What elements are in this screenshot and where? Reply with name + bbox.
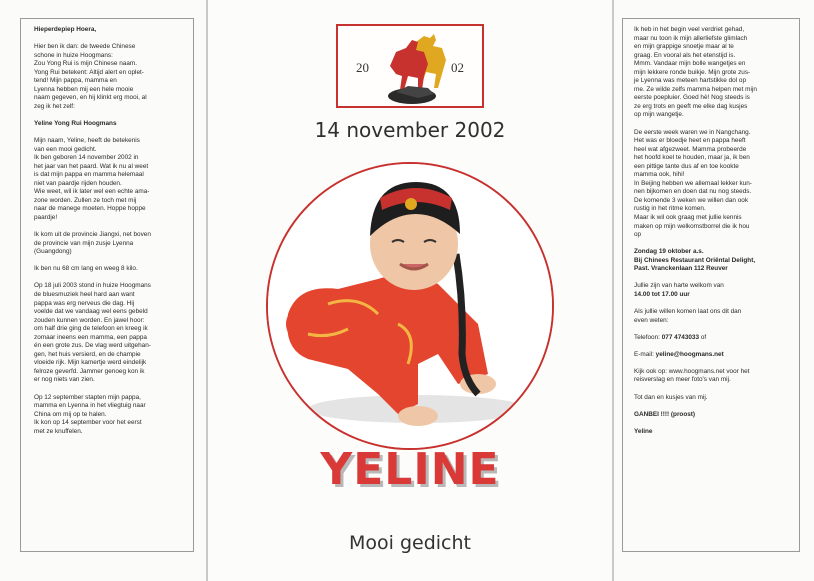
birth-date: 14 november 2002 — [314, 118, 506, 142]
logo-year-right: 02 — [451, 60, 464, 75]
baby-photo — [266, 162, 554, 450]
horse-icon — [338, 26, 486, 110]
right-paragraph: Zondag 19 oktober a.s. Bij Chinees Restaurant Oriëntal Delight, Past. Vranckenlaan 112 Reuver — [634, 248, 756, 273]
baby-image — [268, 164, 552, 448]
right-paragraph: Telefoon: 077 4743033 of — [634, 333, 707, 341]
right-text-block — [634, 26, 798, 445]
right-paragraph: Yeline — [634, 427, 653, 435]
right-paragraph: Jullie zijn van harte welkom van 14.00 tot 17.00 uur — [634, 282, 724, 298]
right-paragraph: De eerste week waren we in Nangchang. Het was er bloedje heet en pappa heeft heel wat afgezweet. Mamma probeerde het hoofd koel te houden, maar ja, ik ben een pittige tante dus af en toe kookte mamma ook, hihi! In Beijing hebben we allemaal lekker kun- nen bijkomen en doen dat nu nog steeds. De komende 3 weken we willen dan ook rustig in het ritme komen. Maar ik wil ook graag met jullie kennis maken op mijn welkomstborrel die ik hou op — [634, 128, 752, 239]
left-panel — [0, 0, 206, 581]
right-paragraph: GANBEI !!!! (proost) — [634, 410, 696, 418]
year-of-horse-logo — [336, 24, 484, 108]
right-paragraph: Kijk ook op: www.hoogmans.net voor het reisverslag en meer foto's van mij. — [634, 367, 750, 384]
left-paragraph: Op 12 september stapten mijn pappa, mamma en Lyenna in het vliegtuig naar China om mij op te halen. Ik kon op 14 september voor het eerst met ze knuffelen. — [34, 393, 146, 435]
right-paragraph: E-mail: yeline@hoogmans.net — [634, 350, 724, 358]
right-paragraph: Ik heb in het begin veel verdriet gehad, maar nu toon ik mijn allerliefste glimlach en mijn grappige snoetje maar al te graag. En vooral als het etenstijd is. Mmm. Vandaar mijn bolle wangetjes en mijn lekkere ronde buikje. Mijn grote zus- je Lyenna was meteen hartstikke dol op me. Ze wilde zelfs mamma helpen met mijn eerste poepluier. Goed hè! Nog steeds is ze erg trots en geeft me elke dag kusjes op mijn wangetje. — [634, 26, 757, 119]
left-paragraph: Ik kom uit de provincie Jiangxi, net boven de provincie van mijn zusje Lyenna (Guangdong) — [34, 231, 151, 256]
right-paragraph: Tot dan en kusjes van mij. — [634, 393, 708, 401]
left-paragraph: Hier ben ik dan: de tweede Chinese schone in huize Hoogmans: Zou Yong Rui is mijn Chinese naam. Yong Rui betekent: Altijd alert en oplet- tend! Mijn pappa, mamma en Lyenna hebben mij een hele mooie naam gegeven, en hij klinkt erg mooi, al zeg ik het zelf: — [34, 43, 147, 110]
left-paragraph: Yeline Yong Rui Hoogmans — [34, 120, 117, 128]
name-meaning-subtitle: Mooi gedicht — [349, 532, 471, 554]
center-panel — [208, 0, 612, 581]
left-paragraph: Mijn naam, Yeline, heeft de betekenis van een mooi gedicht. Ik ben geboren 14 november 2002 in het jaar van het paard. Wat ik nu al weet is dat mijn pappa en mamma helemaal niet van paardje rijden houden. Wie weet, wil ik later wel een echte ama- zone worden. Zullen ze toch met mij naar de manege moeten. Hoppe hoppe paardje! — [34, 137, 150, 222]
right-panel — [614, 0, 814, 581]
logo-year-left: 20 — [356, 60, 369, 75]
left-paragraph: Ik ben nu 68 cm lang en weeg 8 kilo. — [34, 265, 138, 273]
baby-name-title: YELINE — [320, 444, 500, 495]
left-paragraph: Hieperdepiep Hoera, — [34, 26, 97, 33]
right-paragraph: Als jullie willen komen laat ons dit dan even weten: — [634, 308, 742, 324]
left-text-block — [34, 26, 192, 445]
left-paragraph: Op 18 juli 2003 stond in huize Hoogmans de bluesmuziek heel hard aan want pappa was erg nerveus die dag. Hij voelde dat we vandaag wel eens gebeld zouden kunnen worden. En jawel hoor: om half drie ging de telefoon en kreeg ik zomaar ineens een mamma, een pappa én een grote zus. De vlag werd uitgehan- gen, het huis versierd, en de champie vloeide rijk. Mijn kamertje werd eindelijk felroze geverfd. Jammer genoeg kon ik er nog niets van zien. — [34, 282, 151, 384]
